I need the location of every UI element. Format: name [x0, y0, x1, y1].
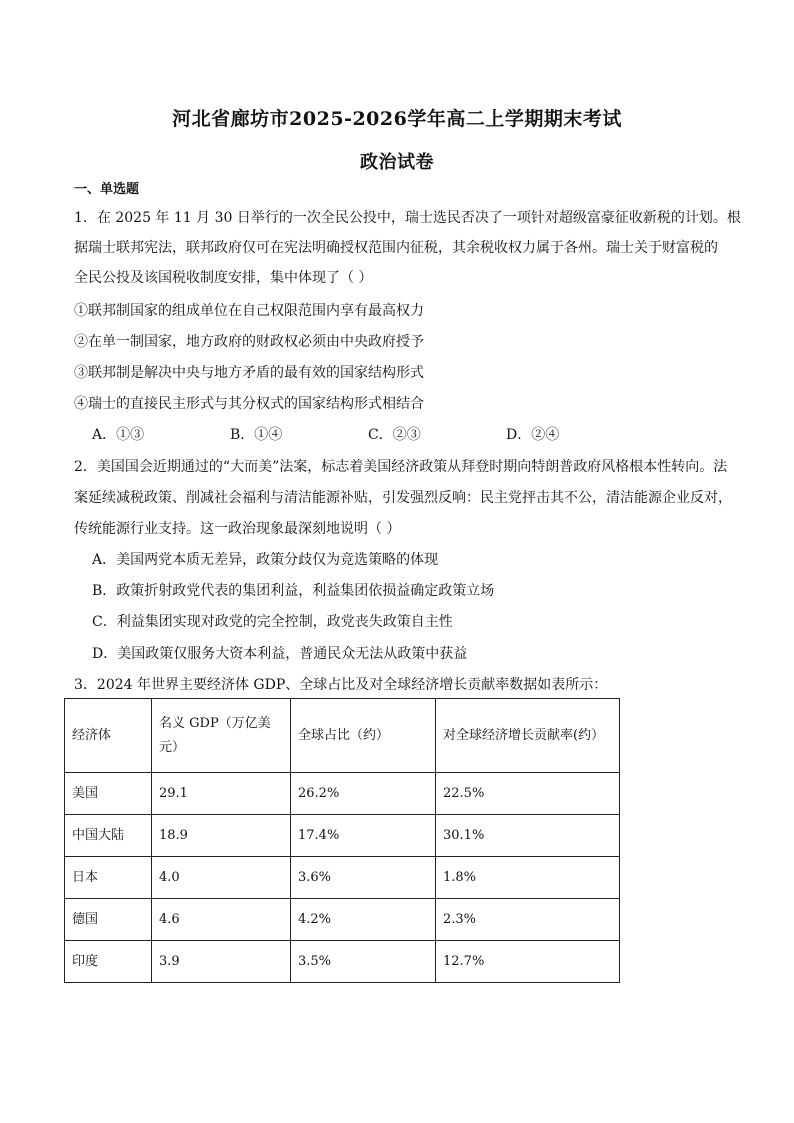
- table-cell: 2.3%: [436, 899, 620, 941]
- q1-option-d[interactable]: D．②④: [506, 427, 560, 443]
- table-cell: 22.5%: [436, 773, 620, 815]
- table-cell: 美国: [65, 773, 152, 815]
- q1-stem-line-1: 1．在 2025 年 11 月 30 日举行的一次全民公投中，瑞士选民否决了一项针对超级富豪征收新税的计划。根: [74, 210, 741, 226]
- table-cell: 26.2%: [291, 773, 436, 815]
- table-row: [65, 815, 620, 857]
- q1-option-b[interactable]: B．①④: [230, 427, 283, 443]
- table-cell: 4.6: [152, 899, 291, 941]
- table-cell: 30.1%: [436, 815, 620, 857]
- table-cell: 中国大陆: [65, 815, 152, 857]
- table-header-cell: 名义 GDP（万亿美元）: [152, 699, 291, 773]
- gdp-table: [64, 698, 620, 983]
- table-cell: 3.9: [152, 941, 291, 983]
- table-cell: 1.8%: [436, 857, 620, 899]
- table-cell: 日本: [65, 857, 152, 899]
- q1-stem-line-3: 全民公投及该国税收制度安排，集中体现了（ ）: [74, 270, 373, 286]
- table-cell: 3.6%: [291, 857, 436, 899]
- q1-statement-3: ③联邦制是解决中央与地方矛盾的最有效的国家结构形式: [74, 365, 424, 381]
- q2-option-d[interactable]: D．美国政策仅服务大资本利益，普通民众无法从政策中获益: [92, 646, 468, 662]
- q2-stem-line-3: 传统能源行业支持。这一政治现象最深刻地说明（ ）: [74, 521, 401, 537]
- q2-option-b[interactable]: B．政策折射政党代表的集团利益，利益集团依损益确定政策立场: [92, 583, 495, 599]
- table-cell: 3.5%: [291, 941, 436, 983]
- page-title: 河北省廊坊市2025-2026学年高二上学期期末考试: [172, 108, 622, 130]
- q1-option-c[interactable]: C．②③: [368, 427, 421, 443]
- table-header-row: [65, 699, 620, 773]
- table-row: [65, 899, 620, 941]
- q3-intro: 3．2024 年世界主要经济体 GDP、全球占比及对全球经济增长贡献率数据如表所示：: [74, 677, 608, 693]
- table-row: [65, 941, 620, 983]
- table-cell: 17.4%: [291, 815, 436, 857]
- page-subtitle: 政治试卷: [360, 152, 434, 173]
- q2-stem-line-2: 案延续减税政策、削减社会福利与清洁能源补贴，引发强烈反响：民主党抨击其不公，清洁能源企业反对，: [74, 490, 732, 506]
- table-cell: 4.2%: [291, 899, 436, 941]
- q1-statement-2: ②在单一制国家，地方政府的财政权必须由中央政府授予: [74, 334, 424, 350]
- q1-statement-4: ④瑞士的直接民主形式与其分权式的国家结构形式相结合: [74, 396, 424, 412]
- table-row: [65, 773, 620, 815]
- section-heading: 一、单选题: [74, 182, 140, 197]
- q1-stem-line-2: 据瑞士联邦宪法，联邦政府仅可在宪法明确授权范围内征税，其余税收权力属于各州。瑞士关于财富税的: [74, 240, 718, 256]
- table-cell: 18.9: [152, 815, 291, 857]
- table-header-cell: 经济体: [65, 699, 152, 773]
- table-row: [65, 857, 620, 899]
- table-cell: 4.0: [152, 857, 291, 899]
- table-header-cell: 对全球经济增长贡献率(约）: [436, 699, 620, 773]
- table-cell: 12.7%: [436, 941, 620, 983]
- q2-stem-line-1: 2．美国国会近期通过的“大而美”法案，标志着美国经济政策从拜登时期向特朗普政府风格根本性转向。法: [74, 459, 728, 475]
- q1-option-a[interactable]: A．①③: [92, 427, 145, 443]
- q2-option-c[interactable]: C．利益集团实现对政党的完全控制，政党丧失政策自主性: [92, 614, 453, 630]
- table-cell: 印度: [65, 941, 152, 983]
- table-cell: 29.1: [152, 773, 291, 815]
- q2-option-a[interactable]: A．美国两党本质无差异，政策分歧仅为竞选策略的体现: [92, 552, 439, 568]
- q1-options: [92, 425, 752, 445]
- table-header-cell: 全球占比（约）: [291, 699, 436, 773]
- table-cell: 德国: [65, 899, 152, 941]
- q1-statement-1: ①联邦制国家的组成单位在自己权限范围内享有最高权力: [74, 303, 424, 319]
